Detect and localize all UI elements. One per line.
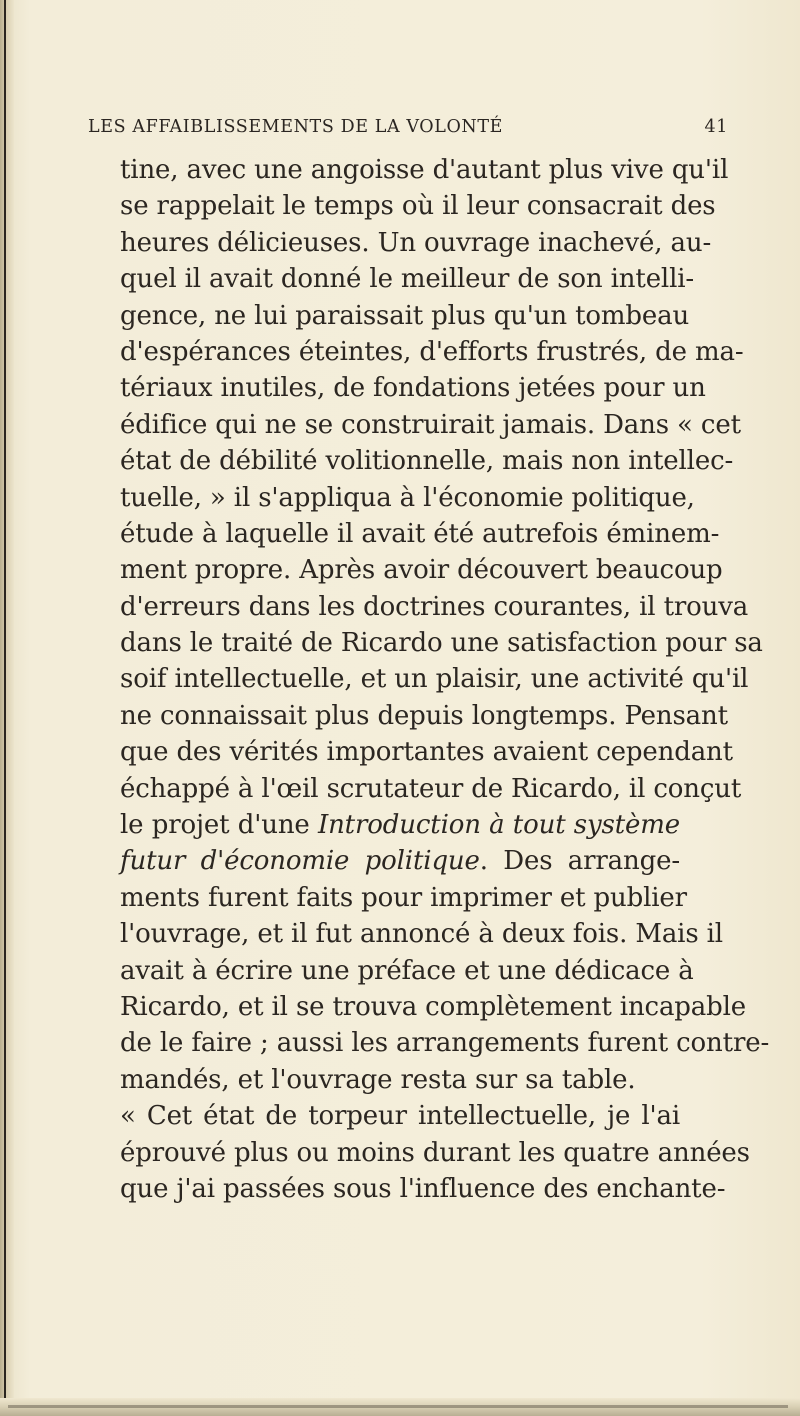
text-line: tine, avec une angoisse d'autant plus vive qu'il [120,155,729,185]
text-line-with-title [120,807,680,843]
text-line: que des vérités importantes avaient cependant [120,737,733,768]
text-line: ment propre. Après avoir découvert beaucoup [120,555,723,586]
text-line: d'erreurs dans les doctrines courantes, il trouva [120,591,749,622]
text-line: état de débilité volitionnelle, mais non intellec- [120,446,734,477]
paragraph-end-line: mandés, et l'ouvrage resta sur sa table. [120,1064,636,1095]
text-line: éprouvé plus ou moins durant les quatre années [120,1137,750,1168]
text-line: se rappelait le temps où il leur consacrait des [120,191,716,222]
text-segment: . Des arrange- [479,846,680,877]
text-segment: le projet d'une [120,810,318,841]
quote-opening-line: « Cet état de torpeur intellectuelle, je l'ai [120,1101,680,1132]
book-title-italic: Introduction à tout système [317,810,680,841]
text-line: de le faire ; aussi les arrangements furent contre- [120,1028,770,1059]
text-line: quel il avait donné le meilleur de son intelli- [120,264,695,295]
body-text [120,152,770,1207]
text-line: tuelle, » il s'appliqua à l'économie politique, [120,482,695,513]
text-line-with-title [120,843,680,879]
text-line: étude à laquelle il avait été autrefois éminem- [120,518,720,549]
binding-line [4,0,6,1416]
page-binding-edge [0,0,14,1416]
text-line: édifice qui ne se construirait jamais. Dans « cet [120,409,741,440]
page-bottom-shadow [8,1405,788,1408]
text-line: avait à écrire une préface et une dédicace à [120,955,694,986]
text-line: l'ouvrage, et il fut annoncé à deux fois. Mais il [120,919,723,950]
book-title-italic: futur d'économie politique [120,846,480,877]
text-line: Ricardo, et il se trouva complètement incapable [120,991,747,1022]
running-title: LES AFFAIBLISSEMENTS DE LA VOLONTÉ [88,117,503,137]
text-line: que j'ai passées sous l'influence des enchante- [120,1173,726,1204]
text-line: d'espérances éteintes, d'efforts frustrés, de ma- [120,336,744,367]
text-line: tériaux inutiles, de fondations jetées pour un [120,373,706,404]
text-line: ne connaissait plus depuis longtemps. Pensant [120,700,728,731]
text-line: heures délicieuses. Un ouvrage inachevé, au- [120,227,712,258]
text-line: gence, ne lui paraissait plus qu'un tombeau [120,300,690,331]
text-line: dans le traité de Ricardo une satisfaction pour sa [120,628,763,659]
running-header [88,117,728,141]
page-number: 41 [704,117,728,137]
text-line: soif intellectuelle, et un plaisir, une activité qu'il [120,664,749,695]
text-line: échappé à l'œil scrutateur de Ricardo, il conçut [120,773,742,804]
text-line: ments furent faits pour imprimer et publier [120,882,687,913]
